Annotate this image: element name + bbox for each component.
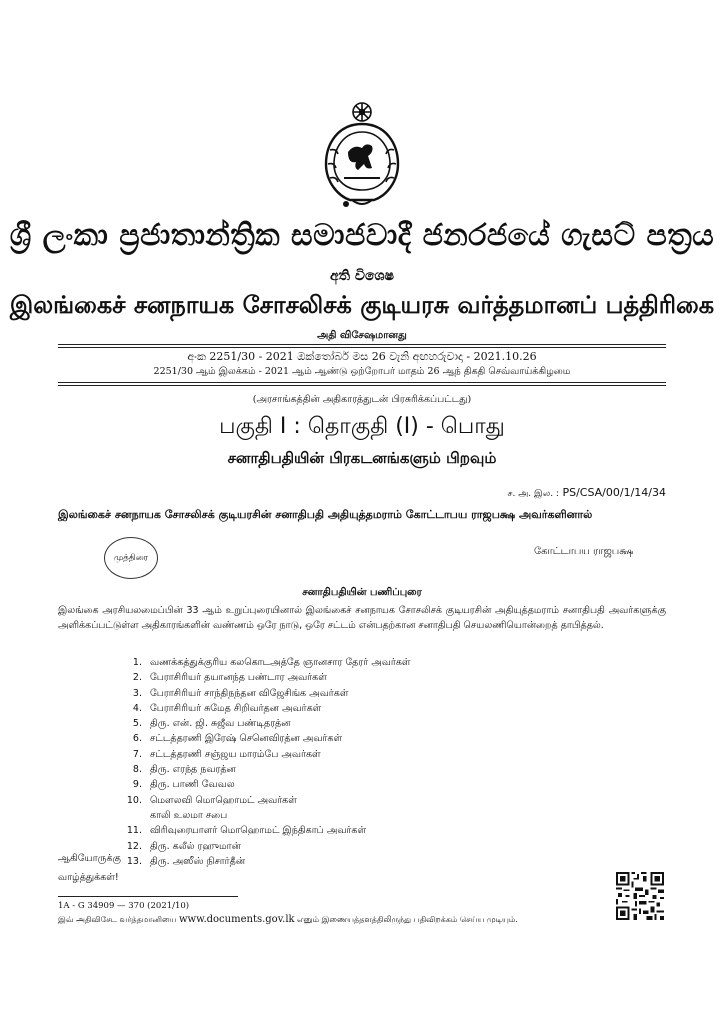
list-item xyxy=(108,762,628,777)
divider-rule xyxy=(58,385,666,386)
issue-line-sinhala: අංක 2251/30 - 2021 ඔක්තෝබර් මස 26 වැනි අඟහරුවාදා - 2021.10.26 xyxy=(187,350,537,363)
list-item xyxy=(108,854,628,869)
member-name: திரு. பாணி வேவல xyxy=(150,779,235,791)
member-number: 5. xyxy=(132,718,142,730)
section-heading: சனாதிபதியின் பிரகடனங்களும் பிறவும் xyxy=(227,449,497,467)
member-number: 10. xyxy=(126,794,142,806)
list-item xyxy=(108,747,628,762)
divider-rule xyxy=(58,382,666,383)
list-item xyxy=(108,701,628,716)
greeting-line: ஆகியோருக்கு xyxy=(58,853,121,864)
member-number: 3. xyxy=(132,687,142,699)
member-number: 4. xyxy=(132,702,142,714)
issue-line-tamil: 2251/30 ஆம் இலக்கம் - 2021 ஆம் ஆண்டு ஒற்றோபர் மாதம் 26 ஆந் திகதி செவ்வாய்க்கிழமை xyxy=(153,366,571,377)
member-name: வணக்கத்துக்குரிய கலகொடஅத்தே ஞானசார தேரர் அவர்கள் xyxy=(150,657,411,668)
body-paragraph: இலங்கை அரசியலமைப்பின் 33 ஆம் உறுப்புரையினால் இலங்கைச் சனநாயக சோசலிசக் குடியரசின் அதியுத்தமராம் சனாதிபதி அவர்களுக்கு அளிக்கப்பட்டுள்ள அதிகாரங்களின் வண்ணம் ஒரே நாடு, ஒரே சட்டம் என்பதற்கான சனாதிபதி செயலணியொன்றைத் தாபித்தல். xyxy=(58,605,666,631)
member-number: 12. xyxy=(126,840,142,852)
member-name: காலி உலமா சபை xyxy=(150,809,228,821)
extraordinary-label-sinhala: අති විශෙෂ xyxy=(330,268,394,284)
member-number: 7. xyxy=(132,748,142,760)
list-item xyxy=(108,793,628,808)
member-number: 2. xyxy=(132,672,142,684)
member-name: சட்டத்தரணி சஞ்ஜய மாரம்பே அவர்கள் xyxy=(150,748,321,760)
member-name: திரு. அஸீஸ் நிசார்தீன் xyxy=(150,855,246,867)
member-number: 9. xyxy=(132,779,142,791)
member-name: விரிவுரையாளர் மொஹொமட் இந்திகாப் அவர்கள் xyxy=(150,825,367,837)
list-item xyxy=(108,823,628,838)
seal-placeholder xyxy=(104,537,158,579)
signatory-name: கோட்டாபய ராஜபக்ஷ xyxy=(534,546,634,557)
list-item xyxy=(108,808,628,823)
published-by-authority: (அரசாங்கத்தின் அதிகாரத்துடன் பிரசுரிக்கப்பட்டது) xyxy=(252,394,472,405)
list-item xyxy=(108,670,628,685)
member-name: திரு. கலீல் ரஹுமான் xyxy=(150,840,241,852)
members-list xyxy=(108,655,628,869)
divider-rule xyxy=(58,347,666,348)
list-item xyxy=(108,731,628,746)
footer-note xyxy=(58,914,518,925)
directive-heading: சனாதிபதியின் பணிப்புரை xyxy=(302,587,422,598)
reference-value: PS/CSA/00/1/14/34 xyxy=(562,486,666,499)
member-name: சட்டத்தரணி இரேஷ் செனெவிரத்ன அவர்கள் xyxy=(150,733,343,745)
gazette-title-tamil: இலங்கைச் சனநாயக சோசலிசக் குடியரசு வர்த்தமானப் பத்திரிகை xyxy=(9,290,715,319)
extraordinary-label-tamil: அதி விசேஷமானது xyxy=(317,330,407,341)
member-name: திரு. எரந்த நவரத்ன xyxy=(150,764,236,776)
list-item xyxy=(108,655,628,670)
member-number: 6. xyxy=(132,733,142,745)
qr-code-icon xyxy=(616,872,664,920)
member-number: 8. xyxy=(132,764,142,776)
national-emblem-icon xyxy=(318,100,406,210)
member-number: 13. xyxy=(126,855,142,867)
member-number: 1. xyxy=(132,657,142,668)
seal-label: முத்திரை xyxy=(113,552,149,563)
list-item xyxy=(108,716,628,731)
reference-number xyxy=(508,486,666,500)
gazette-title-sinhala: ශ්‍රී ලංකා ප්‍රජාතාන්ත්‍රික සමාජවාදී ජනරජයේ ගැසට් පත්‍රය xyxy=(9,218,715,253)
part-heading: பகுதி I : தொகுதி (I) - பொது xyxy=(219,414,505,439)
issuer-line: இலங்கைச் சனநாயக சோசலிசக் குடியரசின் சனாதிபதி அதியுத்தமராம் கோட்டாபய ராஜபக்ஷ அவர்களினால் xyxy=(58,508,593,521)
print-code: 1A - G 34909 — 370 (2021/10) xyxy=(58,901,190,911)
member-name: பேராசிரியர் சாந்திநந்தன விஜேசிங்க அவர்கள் xyxy=(150,687,349,699)
list-item xyxy=(108,686,628,701)
divider-rule xyxy=(58,344,666,345)
member-name: திரு. என். ஜி. சுஜீவ பண்டிதரத்ன xyxy=(150,718,291,730)
member-name: மௌலவி மொஹொமட் அவர்கள் xyxy=(150,794,297,806)
footer-note-before: இவ் அதிவிசேட வர்த்தமானியை xyxy=(58,915,177,924)
footer-note-after: எனும் இணையத்தளத்திலிருந்து பதிவிறக்கம் செய்ய முடியும். xyxy=(297,915,518,924)
list-item xyxy=(108,839,628,854)
greeting-line: வாழ்த்துக்கள்! xyxy=(58,872,119,883)
member-number: 11. xyxy=(126,825,142,837)
list-item xyxy=(108,777,628,792)
member-name: பேராசிரியர் தயானந்த பண்டார அவர்கள் xyxy=(150,672,327,684)
website-link[interactable]: www.documents.gov.lk xyxy=(178,914,295,925)
reference-label: ச. அ. இல. : xyxy=(507,489,559,499)
member-name: பேராசிரியர் சுமேத சிறிவர்தன அவர்கள் xyxy=(150,702,322,714)
footer-divider xyxy=(58,896,238,897)
